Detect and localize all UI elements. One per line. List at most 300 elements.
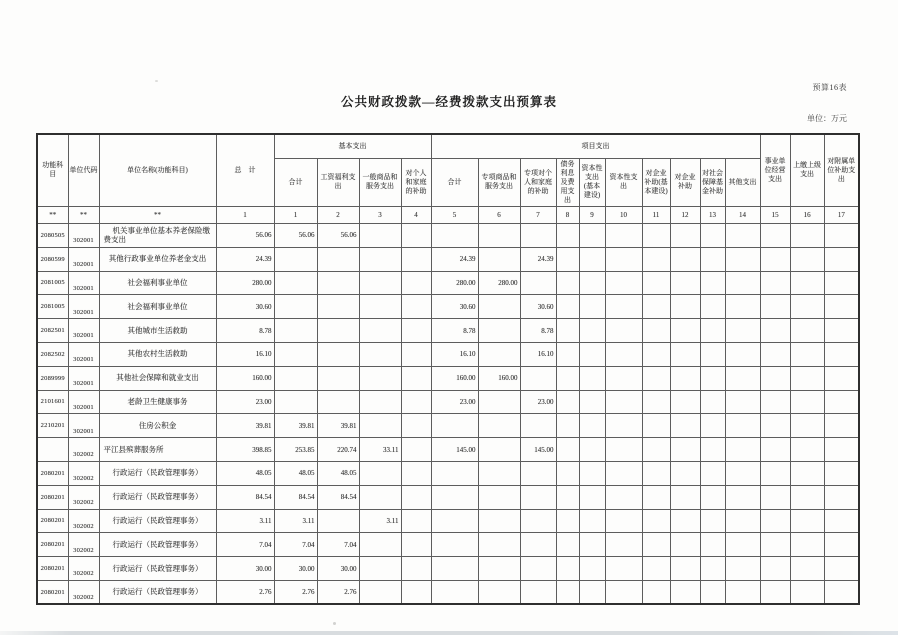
value-cell: [556, 390, 579, 414]
value-cell: [579, 557, 605, 581]
col-header-personal-family-subsidy: 对个人和家庭的补助: [401, 158, 431, 206]
value-cell: [725, 247, 760, 271]
value-cell: [700, 557, 725, 581]
table-row: [37, 295, 859, 319]
index-cell: **: [99, 206, 216, 223]
table-row: [37, 557, 859, 581]
value-cell: 398.85: [216, 438, 274, 462]
value-cell: [760, 580, 790, 604]
value-cell: [760, 271, 790, 295]
value-cell: 16.10: [431, 342, 478, 366]
col-header-special-goods-services: 专项商品和服务支出: [478, 158, 520, 206]
col-header-affiliated-subsidy: 对附属单位补助支出: [824, 134, 859, 206]
value-cell: 3.11: [274, 509, 317, 533]
value-cell: [670, 319, 700, 343]
value-cell: [556, 557, 579, 581]
table-header: [37, 134, 859, 223]
index-cell: 9: [579, 206, 605, 223]
value-cell: [520, 509, 556, 533]
value-cell: [520, 461, 556, 485]
value-cell: [725, 319, 760, 343]
value-cell: [790, 223, 824, 247]
func-code-cell: 2080201: [37, 509, 68, 533]
value-cell: [431, 461, 478, 485]
value-cell: [579, 223, 605, 247]
func-code-cell: 2080505: [37, 223, 68, 247]
value-cell: [556, 509, 579, 533]
value-cell: [359, 414, 401, 438]
value-cell: [520, 485, 556, 509]
value-cell: [478, 557, 520, 581]
value-cell: [760, 390, 790, 414]
value-cell: [790, 414, 824, 438]
value-cell: [725, 295, 760, 319]
value-cell: [670, 580, 700, 604]
col-group-basic-expenditure: 基本支出: [274, 134, 431, 158]
value-cell: [556, 247, 579, 271]
unit-name-cell: 行政运行（民政管理事务）: [99, 533, 216, 557]
value-cell: [359, 223, 401, 247]
value-cell: [642, 223, 670, 247]
value-cell: [579, 438, 605, 462]
value-cell: [359, 580, 401, 604]
value-cell: [670, 390, 700, 414]
value-cell: [824, 580, 859, 604]
table-row: [37, 461, 859, 485]
value-cell: [520, 414, 556, 438]
value-cell: [725, 342, 760, 366]
value-cell: [824, 414, 859, 438]
value-cell: 280.00: [478, 271, 520, 295]
value-cell: [670, 509, 700, 533]
value-cell: [700, 580, 725, 604]
col-header-social-security-fund-subsidy: 对社会保障基金补助: [700, 158, 725, 206]
col-header-unit-code: 单位代码: [68, 134, 99, 206]
value-cell: [556, 295, 579, 319]
value-cell: [670, 295, 700, 319]
budget-table: [36, 133, 860, 605]
func-code-cell: 2080201: [37, 533, 68, 557]
col-header-enterprise-subsidy-basic: 对企业补助(基本建设): [642, 158, 670, 206]
value-cell: [274, 342, 317, 366]
value-cell: [700, 366, 725, 390]
value-cell: [556, 271, 579, 295]
unit-name-cell: 其他城市生活救助: [99, 319, 216, 343]
value-cell: [359, 271, 401, 295]
value-cell: [700, 319, 725, 343]
value-cell: [359, 485, 401, 509]
value-cell: [605, 271, 642, 295]
value-cell: [579, 342, 605, 366]
value-cell: [824, 342, 859, 366]
col-group-project-expenditure: 项目支出: [431, 134, 760, 158]
value-cell: [605, 461, 642, 485]
col-header-wage-welfare: 工资福利支出: [317, 158, 359, 206]
value-cell: [605, 390, 642, 414]
value-cell: [760, 223, 790, 247]
value-cell: [824, 438, 859, 462]
value-cell: [401, 390, 431, 414]
value-cell: [670, 366, 700, 390]
func-code-cell: 2080201: [37, 557, 68, 581]
index-cell: 1: [274, 206, 317, 223]
value-cell: [359, 342, 401, 366]
table-row: [37, 414, 859, 438]
value-cell: [401, 271, 431, 295]
value-cell: [317, 247, 359, 271]
index-cell: 10: [605, 206, 642, 223]
table-row: [37, 366, 859, 390]
value-cell: [670, 342, 700, 366]
value-cell: [700, 271, 725, 295]
value-cell: [605, 438, 642, 462]
value-cell: [670, 485, 700, 509]
value-cell: [478, 390, 520, 414]
value-cell: 280.00: [216, 271, 274, 295]
func-code-cell: 2080201: [37, 580, 68, 604]
value-cell: [725, 461, 760, 485]
value-cell: [605, 319, 642, 343]
value-cell: [725, 414, 760, 438]
value-cell: 8.78: [216, 319, 274, 343]
value-cell: [274, 271, 317, 295]
unit-code-cell: 302001: [68, 223, 99, 247]
value-cell: [556, 580, 579, 604]
value-cell: [700, 414, 725, 438]
func-code-cell: 2080599: [37, 247, 68, 271]
table-row: [37, 319, 859, 343]
value-cell: [579, 414, 605, 438]
value-cell: 30.60: [216, 295, 274, 319]
value-cell: [642, 414, 670, 438]
value-cell: 23.00: [520, 390, 556, 414]
unit-code-cell: 302002: [68, 509, 99, 533]
value-cell: [401, 485, 431, 509]
value-cell: 160.00: [478, 366, 520, 390]
scan-speck: [333, 622, 336, 625]
value-cell: [642, 247, 670, 271]
value-cell: 253.85: [274, 438, 317, 462]
func-code-cell: 2210201: [37, 414, 68, 438]
value-cell: 220.74: [317, 438, 359, 462]
value-cell: [556, 414, 579, 438]
value-cell: [317, 319, 359, 343]
value-cell: [670, 271, 700, 295]
index-cell: 14: [725, 206, 760, 223]
value-cell: [700, 342, 725, 366]
value-cell: [579, 580, 605, 604]
value-cell: [790, 342, 824, 366]
index-cell: 11: [642, 206, 670, 223]
index-cell: 15: [760, 206, 790, 223]
value-cell: 160.00: [216, 366, 274, 390]
value-cell: [579, 295, 605, 319]
value-cell: [642, 485, 670, 509]
value-cell: 30.00: [317, 557, 359, 581]
value-cell: [790, 438, 824, 462]
unit-name-cell: 其他农村生活救助: [99, 342, 216, 366]
value-cell: [478, 509, 520, 533]
value-cell: [478, 342, 520, 366]
value-cell: [824, 485, 859, 509]
value-cell: [670, 461, 700, 485]
value-cell: [431, 223, 478, 247]
unit-name-cell: 其他社会保障和就业支出: [99, 366, 216, 390]
value-cell: [790, 533, 824, 557]
value-cell: 3.11: [216, 509, 274, 533]
value-cell: [478, 580, 520, 604]
value-cell: [359, 461, 401, 485]
func-code-cell: 2101601: [37, 390, 68, 414]
value-cell: [790, 557, 824, 581]
value-cell: [642, 366, 670, 390]
unit-code-cell: 302002: [68, 557, 99, 581]
value-cell: [642, 580, 670, 604]
value-cell: [556, 223, 579, 247]
value-cell: 16.10: [216, 342, 274, 366]
value-cell: [760, 247, 790, 271]
value-cell: [605, 414, 642, 438]
sheet-number-tag: 预算16表: [812, 83, 847, 92]
value-cell: [700, 438, 725, 462]
value-cell: [725, 485, 760, 509]
index-cell: 1: [216, 206, 274, 223]
unit-name-cell: 其他行政事业单位养老金支出: [99, 247, 216, 271]
value-cell: [478, 319, 520, 343]
value-cell: [431, 533, 478, 557]
value-cell: [605, 366, 642, 390]
value-cell: [760, 509, 790, 533]
value-cell: 48.05: [274, 461, 317, 485]
value-cell: 39.81: [274, 414, 317, 438]
value-cell: [401, 319, 431, 343]
value-cell: [579, 533, 605, 557]
col-header-debt-interest: 债务利息及费用支出: [556, 158, 579, 206]
value-cell: [642, 533, 670, 557]
index-cell: 12: [670, 206, 700, 223]
value-cell: [605, 485, 642, 509]
value-cell: [824, 319, 859, 343]
value-cell: [401, 461, 431, 485]
value-cell: [401, 342, 431, 366]
value-cell: [401, 414, 431, 438]
unit-code-cell: 302001: [68, 271, 99, 295]
index-cell: 16: [790, 206, 824, 223]
index-cell: 4: [401, 206, 431, 223]
value-cell: [478, 438, 520, 462]
value-cell: [824, 533, 859, 557]
unit-name-cell: 平江县殡葬服务所: [99, 438, 216, 462]
value-cell: [359, 390, 401, 414]
value-cell: 30.60: [431, 295, 478, 319]
value-cell: [431, 557, 478, 581]
value-cell: [824, 557, 859, 581]
value-cell: [401, 557, 431, 581]
value-cell: [317, 342, 359, 366]
value-cell: [700, 509, 725, 533]
index-cell: 6: [478, 206, 520, 223]
col-header-capital: 资本性支出: [605, 158, 642, 206]
index-cell: 2: [317, 206, 359, 223]
table-row: [37, 438, 859, 462]
func-code-cell: 2089999: [37, 366, 68, 390]
value-cell: [401, 366, 431, 390]
value-cell: [359, 247, 401, 271]
value-cell: [317, 366, 359, 390]
value-cell: [790, 509, 824, 533]
value-cell: [670, 557, 700, 581]
value-cell: [274, 390, 317, 414]
unit-name-cell: 老龄卫生健康事务: [99, 390, 216, 414]
value-cell: 56.06: [317, 223, 359, 247]
value-cell: [790, 580, 824, 604]
col-header-enterprise-subsidy: 对企业补助: [670, 158, 700, 206]
value-cell: [431, 580, 478, 604]
value-cell: [790, 319, 824, 343]
value-cell: [274, 366, 317, 390]
value-cell: [760, 319, 790, 343]
value-cell: [725, 366, 760, 390]
value-cell: [725, 390, 760, 414]
value-cell: 2.76: [216, 580, 274, 604]
value-cell: [556, 533, 579, 557]
index-cell: **: [68, 206, 99, 223]
table-row: [37, 271, 859, 295]
value-cell: 7.04: [216, 533, 274, 557]
value-cell: 24.39: [520, 247, 556, 271]
col-header-unit-name: 单位名称(功能科目): [99, 134, 216, 206]
value-cell: [760, 485, 790, 509]
table-row: [37, 485, 859, 509]
value-cell: [700, 390, 725, 414]
value-cell: [760, 461, 790, 485]
value-cell: [556, 319, 579, 343]
col-header-other-expenditure: 其他支出: [725, 158, 760, 206]
value-cell: [359, 557, 401, 581]
col-header-project-total: 合计: [431, 158, 478, 206]
value-cell: 2.76: [317, 580, 359, 604]
unit-code-cell: 302002: [68, 461, 99, 485]
col-header-capital-basic-construction: 资本性支出(基本建设): [579, 158, 605, 206]
value-cell: [317, 295, 359, 319]
unit-code-cell: 302001: [68, 366, 99, 390]
func-code-cell: 2082502: [37, 342, 68, 366]
value-cell: [478, 485, 520, 509]
func-code-cell: [37, 438, 68, 462]
value-cell: [478, 461, 520, 485]
value-cell: 48.05: [216, 461, 274, 485]
value-cell: [274, 247, 317, 271]
value-cell: 39.81: [317, 414, 359, 438]
value-cell: [274, 295, 317, 319]
value-cell: [790, 390, 824, 414]
unit-name-cell: 社会福利事业单位: [99, 295, 216, 319]
value-cell: [760, 533, 790, 557]
value-cell: [478, 223, 520, 247]
value-cell: [605, 223, 642, 247]
value-cell: [824, 366, 859, 390]
value-cell: [520, 223, 556, 247]
value-cell: 3.11: [359, 509, 401, 533]
value-cell: [579, 390, 605, 414]
value-cell: [431, 509, 478, 533]
table-row: [37, 247, 859, 271]
value-cell: [520, 580, 556, 604]
col-header-func-code: 功能科目: [37, 134, 68, 206]
value-cell: [478, 247, 520, 271]
func-code-cell: 2081005: [37, 271, 68, 295]
table-row: [37, 580, 859, 604]
value-cell: [700, 223, 725, 247]
value-cell: [670, 247, 700, 271]
value-cell: [700, 485, 725, 509]
value-cell: [579, 461, 605, 485]
value-cell: 145.00: [520, 438, 556, 462]
value-cell: [431, 485, 478, 509]
value-cell: [359, 295, 401, 319]
value-cell: [401, 223, 431, 247]
value-cell: [725, 271, 760, 295]
value-cell: 84.54: [274, 485, 317, 509]
value-cell: [556, 438, 579, 462]
unit-code-cell: 302001: [68, 295, 99, 319]
value-cell: [401, 533, 431, 557]
value-cell: [579, 485, 605, 509]
value-cell: [605, 342, 642, 366]
value-cell: [725, 533, 760, 557]
index-cell: **: [37, 206, 68, 223]
value-cell: [824, 247, 859, 271]
value-cell: [317, 271, 359, 295]
value-cell: 48.05: [317, 461, 359, 485]
value-cell: [478, 533, 520, 557]
index-cell: 13: [700, 206, 725, 223]
scan-speck: [155, 80, 158, 82]
col-header-goods-services: 一般商品和服务支出: [359, 158, 401, 206]
value-cell: [642, 271, 670, 295]
value-cell: [725, 223, 760, 247]
value-cell: [556, 485, 579, 509]
value-cell: 16.10: [520, 342, 556, 366]
index-cell: 8: [556, 206, 579, 223]
value-cell: [670, 438, 700, 462]
func-code-cell: 2081005: [37, 295, 68, 319]
col-header-special-personal-family: 专项对个人和家庭的补助: [520, 158, 556, 206]
unit-code-cell: 302002: [68, 533, 99, 557]
value-cell: [790, 295, 824, 319]
value-cell: 7.04: [274, 533, 317, 557]
value-cell: [359, 319, 401, 343]
unit-code-cell: 302001: [68, 414, 99, 438]
header-index-row: [37, 206, 859, 223]
unit-code-cell: 302001: [68, 342, 99, 366]
table-row: [37, 342, 859, 366]
table-row: [37, 390, 859, 414]
value-cell: [520, 533, 556, 557]
value-cell: 30.00: [216, 557, 274, 581]
value-cell: [401, 580, 431, 604]
value-cell: [478, 414, 520, 438]
unit-name-cell: 行政运行（民政管理事务）: [99, 485, 216, 509]
unit-name-cell: 行政运行（民政管理事务）: [99, 580, 216, 604]
header-group-row: [37, 134, 859, 158]
unit-code-cell: 302001: [68, 390, 99, 414]
value-cell: [579, 247, 605, 271]
value-cell: 23.00: [431, 390, 478, 414]
unit-name-cell: 行政运行（民政管理事务）: [99, 557, 216, 581]
value-cell: [401, 438, 431, 462]
value-cell: 56.06: [216, 223, 274, 247]
